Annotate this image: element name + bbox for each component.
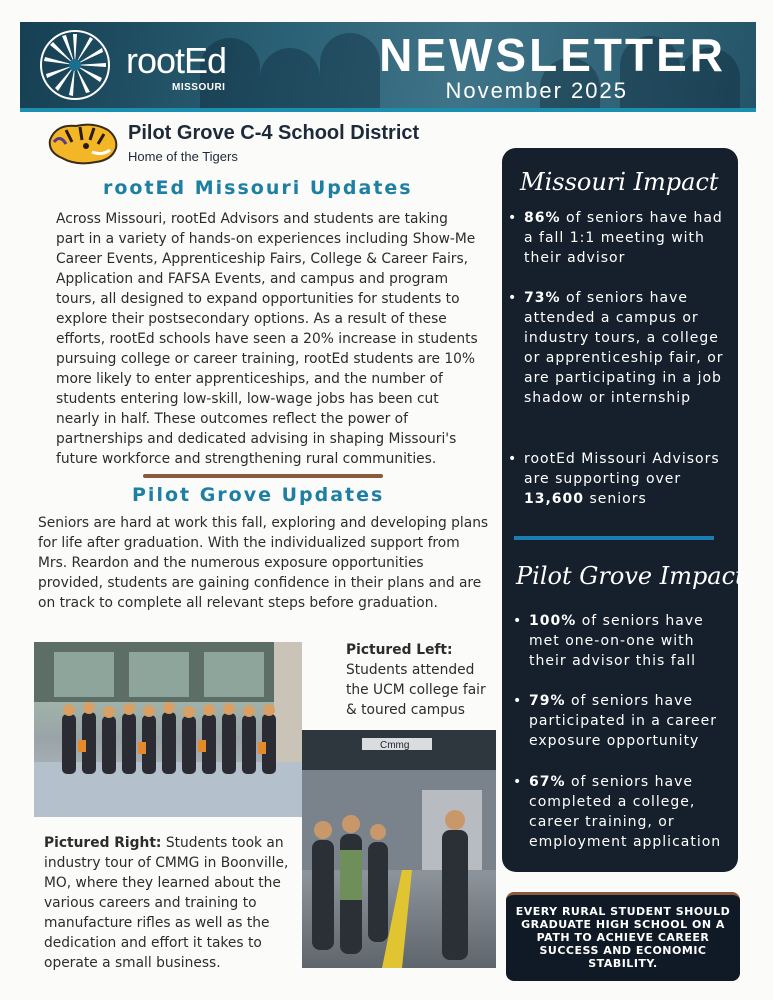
missouri-stat-2: • 73% of seniors have attended a campus or industry tours, a college or apprenticeship fair, or are participating in a job shadow or internship: [508, 290, 724, 406]
pilot-stat-1-value: 100%: [529, 613, 577, 629]
missouri-stat-2-value: 73%: [524, 290, 561, 306]
pilot-stat-3-value: 67%: [529, 774, 566, 790]
missouri-stat-3-lead: rootEd Missouri Advisors are supporting over: [524, 451, 720, 487]
missouri-stat-3-value: 13,600: [524, 491, 585, 507]
pilot-stat-2-text: of seniors have participated in a career exposure opportunity: [529, 693, 718, 749]
impact-divider: [514, 536, 714, 540]
pilot-impact-title: Pilot Grove Impact: [516, 562, 745, 590]
pilot-stat-1-text: of seniors have met one-on-one with their advisor this fall: [529, 613, 704, 669]
missouri-stat-2-text: of seniors have attended a campus or industry tours, a college or apprenticeship fair, or are participating in a job shadow or internship: [524, 290, 724, 406]
brand-subtitle: MISSOURI: [172, 82, 226, 93]
left-photo-caption: [346, 640, 496, 720]
cmmg-industry-tour-photo: [302, 730, 496, 968]
pilot-stat-2: • 79% of seniors have participated in a career exposure opportunity: [513, 693, 718, 749]
ucm-college-fair-photo: [34, 642, 302, 817]
missouri-updates-body: Across Missouri, rootEd Advisors and students are taking part in a variety of hands-on experiences including Show-Me Career Events, Apprenticeship Fairs, College & Career Fairs, Application and FAFSA Events, and campus and program tours, all designed to expand opportunities for students to explore their postsecondary options. As a result of these efforts, rootEd schools have seen a 20% increase in students pursuing college or career training, rootEd students are 10% more likely to enter apprenticeships, and the number of students entering low-skill, low-wage jobs has been cut nearly in half. These outcomes reflect the power of partnerships and dedicated advising in shaping Missouri's future workforce and strengthening rural communities.: [56, 211, 478, 467]
missouri-stat-1: • 86% of seniors have had a fall 1:1 meeting with their advisor: [508, 210, 723, 266]
missouri-stat-1-text: of seniors have had a fall 1:1 meeting with their advisor: [524, 210, 723, 266]
newsletter-date: November 2025: [445, 78, 628, 103]
missouri-stat-1-value: 86%: [524, 210, 561, 226]
right-caption-text: Students took an industry tour of CMMG in Boonville, MO, where they learned about the various careers and training to manufacture rifles as well as the dedication and effort it takes to operate a small business.: [44, 835, 289, 971]
district-tagline: Home of the Tigers: [128, 149, 238, 164]
tiger-mascot-logo: [46, 120, 120, 166]
left-caption-label: Pictured Left:: [346, 642, 453, 658]
section-divider: [143, 474, 383, 478]
missouri-impact-title: Missouri Impact: [520, 168, 719, 196]
pilot-updates-body: Seniors are hard at work this fall, exploring and developing plans for life after graduation. With the individualized support from Mrs. Reardon and the numerous exposure opportunities provided, students are gaining confidence in their plans and are on track to complete all relevant steps before graduation.: [38, 515, 489, 611]
pilot-stat-3-text: of seniors have completed a college, career training, or employment application: [529, 774, 722, 850]
rooted-sunburst-logo: [40, 30, 110, 100]
right-caption-label: Pictured Right:: [44, 835, 162, 851]
missouri-stat-3: • rootEd Missouri Advisors are supporting over 13,600 seniors: [508, 451, 720, 507]
cmmg-sign-text: Cmmg: [380, 740, 410, 751]
pilot-stat-3: • 67% of seniors have completed a college, career training, or employment application: [513, 774, 722, 850]
newsletter-title: NEWSLETTER: [379, 29, 726, 81]
pilot-stat-2-value: 79%: [529, 693, 566, 709]
pilot-updates-heading: Pilot Grove Updates: [132, 484, 385, 506]
district-name: Pilot Grove C-4 School District: [128, 122, 420, 144]
missouri-stat-3-text: seniors: [584, 491, 647, 507]
left-caption-text: Students attended the UCM college fair & toured campus: [346, 662, 486, 718]
right-photo-caption: [44, 833, 296, 973]
missouri-updates-heading: rootEd Missouri Updates: [103, 177, 413, 199]
brand-name: rootEd: [126, 40, 227, 81]
newsletter-banner: [20, 22, 756, 112]
pilot-stat-1: • 100% of seniors have met one-on-one with their advisor this fall: [513, 613, 704, 669]
mission-statement: EVERY RURAL STUDENT SHOULD GRADUATE HIGH SCHOOL ON A PATH TO ACHIEVE CAREER SUCCESS AND ECONOMIC STABILITY.: [515, 905, 731, 970]
